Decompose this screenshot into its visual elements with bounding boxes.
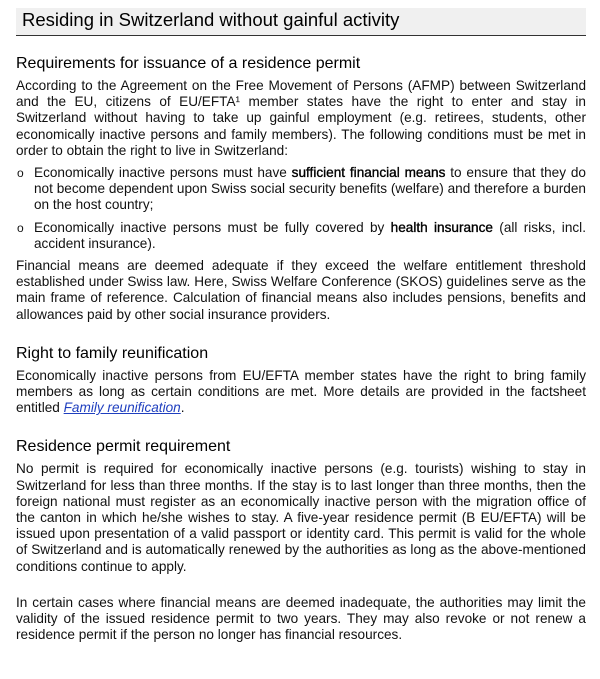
limited-validity-paragraph: In certain cases where financial means are deemed inadequate, the authorities may limit the validity of the issued residence permit to two years. They may also revoke or not renew a residence permit if the person no longer has financial resources. bbox=[16, 594, 586, 643]
page-title: Residing in Switzerland without gainful activity bbox=[16, 8, 586, 36]
list-item-text: Economically inactive persons must have bbox=[34, 165, 292, 181]
section-heading-family-reunification: Right to family reunification bbox=[16, 344, 209, 362]
list-item-text-end: to ensure that they do not become dependent upon Swiss social security benefits (welfare) and therefore a burden on the host country; bbox=[34, 165, 586, 213]
list-item bbox=[16, 220, 586, 252]
list-item bbox=[16, 165, 586, 214]
list-item-text-end: (all risks, incl. accident insurance). bbox=[34, 219, 586, 251]
section-heading-residence-permit: Residence permit requirement bbox=[16, 438, 231, 456]
bullet-icon: o bbox=[17, 166, 24, 181]
residence-permit-paragraph: No permit is required for economically inactive persons (e.g. tourists) wishing to stay in Switzerland for less than three months. If the stay is to last longer than three months, then the foreign national must register as an economically inactive person with the migration office of the canton in which he/she wishes to stay. A five-year residence permit (B EU/EFTA) will be issued upon presentation of a valid passport or identity card. This permit is valid for the whole of Switzerland and is automatically renewed by the authorities as long as the above-mentioned conditions continue to apply. bbox=[16, 461, 586, 574]
family-reunification-link[interactable]: Family reunification bbox=[63, 400, 181, 416]
document-page bbox=[0, 8, 600, 679]
bullet-icon: o bbox=[17, 220, 24, 235]
requirements-intro-paragraph: According to the Agreement on the Free Movement of Persons (AFMP) between Switzerland and the EU, citizens of EU/EFTA¹ member states have the right to enter and stay in Switzerland without having to take up gainful employment (e.g. retirees, students, other economically inactive persons and family members). The following conditions must be met in order to obtain the right to live in Switzerland: bbox=[16, 78, 586, 158]
section-heading-requirements: Requirements for issuance of a residence permit bbox=[16, 55, 361, 72]
family-text: Economically inactive persons from EU/EFTA member states have the right to bring family members as long as certain conditions are met. More details are provided in the factsheet entitled bbox=[16, 367, 586, 416]
list-item-emphasis: health insurance bbox=[390, 219, 493, 235]
financial-means-paragraph: Financial means are deemed adequate if they exceed the welfare entitlement threshold established under Swiss law. Here, Swiss Welfare Conference (SKOS) guidelines serve as the main frame of reference. Calculation of financial means also includes pensions, benefits and allowances paid by other social insurance providers. bbox=[16, 258, 586, 322]
list-item-text: Economically inactive persons must be fully covered by bbox=[34, 219, 391, 235]
list-item-emphasis: sufficient financial means bbox=[291, 165, 446, 181]
family-text-end: . bbox=[180, 400, 185, 416]
family-reunification-paragraph bbox=[16, 368, 586, 417]
conditions-list bbox=[16, 165, 586, 252]
